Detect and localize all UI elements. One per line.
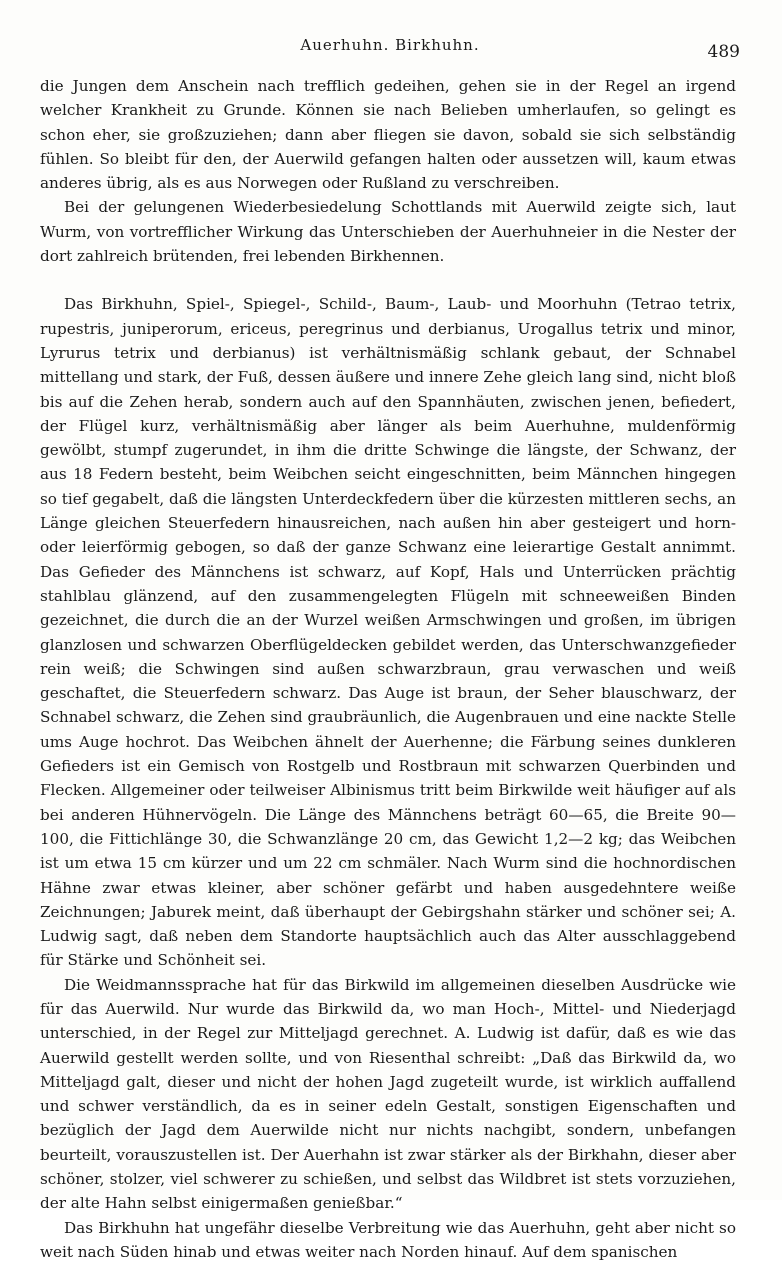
paragraph-scotland: Bei der gelungenen Wiederbesiedelung Schottlands mit Auerwild zeigte sich, laut Wurm, von vortrefflicher Wirkung das Unterschieben der Auerhuhneier in die Nester der dort zahlreich brütenden, frei lebenden Birkhennen. xyxy=(40,198,736,266)
page-number: 489 xyxy=(707,42,740,62)
running-title: Auerhuhn. Birkhuhn. xyxy=(300,36,480,54)
paragraph-weidmannssprache: Die Weidmannssprache hat für das Birkwild im allgemeinen dieselben Ausdrücke wie für das Auerwild. Nur wurde das Birkwild da, wo man Hoch-, Mittel- und Niederjagd unterschied, in der Regel zur Mitteljagd gerechnet. A. Ludwig ist dafür, daß es wie das Auerwild gestellt werden sollte, und von Riesenthal schreibt: „Daß das Birkwild da, wo Mitteljagd galt, dieser und nicht der hohen Jagd zugeteilt wurde, ist wirklich auffallend und schwer verständlich, da es in seiner edeln Gestalt, sonstigen Eigenschaften und bezüglich der Jagd dem Auerwilde nicht nur nichts nachgibt, sondern, unbefangen beurteilt, vorauszustellen ist. Der Auerhahn ist zwar stärker als der Birkhahn, dieser aber schöner, stolzer, viel schwerer zu schießen, und selbst das Wildbret ist stets vorzuziehen, der alte Hahn selbst einigermaßen genießbar.“ xyxy=(40,975,736,1213)
page-header xyxy=(40,36,740,66)
paragraph-continued: die Jungen dem Anschein nach trefflich gedeihen, gehen sie in der Regel an irgend welcher Krankheit zu Grunde. Können sie nach Belieben umherlaufen, so gelingt es schon eher, sie großzuziehen; dann aber fliegen sie davon, sobald sie sich selbständig fühlen. So bleibt für den, der Auerwild gefangen halten oder aussetzen will, kaum etwas anderes übrig, als es aus Norwegen oder Rußland zu verschreiben. xyxy=(40,77,736,193)
paragraph-birkhuhn-description: Das Birkhuhn, Spiel-, Spiegel-, Schild-, Baum-, Laub- und Moorhuhn (Tetrao tetrix, rupestris, juniperorum, ericeus, peregrinus und derbianus, Urogallus tetrix und minor, Lyrurus tetrix und derbianus) ist verhältnismäßig schlank gebaut, der Schnabel mittellang und stark, der Fuß, dessen äußere und innere Zehe gleich lang sind, nicht bloß bis auf die Zehen herab, sondern auch auf den Spannhäuten, zwischen jenen, befiedert, der Flügel kurz, verhältnismäßig aber länger als beim Auerhuhne, muldenförmig gewölbt, stumpf zugerundet, in ihm die dritte Schwinge die längste, der Schwanz, der aus 18 Federn besteht, beim Weibchen seicht eingeschnitten, beim Männchen hingegen so tief gegabelt, daß die längsten Unterdeckfedern über die kürzesten mittleren sechs, an Länge gleichen Steuerfedern hinausreichen, nach außen hin aber gesteigert und horn- oder leierförmig gebogen, so daß der ganze Schwanz eine leierartige Gestalt annimmt. Das Gefieder des Männchens ist schwarz, auf Kopf, Hals und Unterrücken prächtig stahlblau glänzend, auf den zusammengelegten Flügeln mit schneeweißen Binden gezeichnet, die durch die an der Wurzel weißen Armschwingen und großen, im übrigen glanzlosen und schwarzen Oberflügeldecken gebildet werden, das Unterschwanzgefieder rein weiß; die Schwingen sind außen schwarzbraun, grau verwaschen und weiß geschaftet, die Steuerfedern schwarz. Das Auge ist braun, der Seher blauschwarz, der Schnabel schwarz, die Zehen sind graubräunlich, die Augenbrauen und eine nackte Stelle ums Auge hochrot. Das Weibchen ähnelt der Auerhenne; die Färbung seines dunkleren Gefieders ist ein Gemisch von Rostgelb und Rostbraun mit schwarzen Querbinden und Flecken. Allgemeiner oder teilweiser Albinismus tritt beim Birkwilde weit häufiger auf als bei anderen Hühnervögeln. Die Länge des Männchens beträgt 60—65, die Breite 90—100, die Fittichlänge 30, die Schwanzlänge 20 cm, das Gewicht 1,2—2 kg; das Weibchen ist um etwa 15 cm kürzer und um 22 cm schmäler. Nach Wurm sind die hochnordischen Hähne zwar etwas kleiner, aber schöner gefärbt und haben ausgedehntere weiße Zeichnungen; Jaburek meint, daß überhaupt der Gebirgshahn stärker und schöner sei; A. Ludwig sagt, daß neben dem Standorte hauptsächlich auch das Alter ausschlaggebend für Stärke und Schönheit sei. xyxy=(40,295,736,970)
page-body xyxy=(40,74,736,1264)
paragraph-verbreitung: Das Birkhuhn hat ungefähr dieselbe Verbreitung wie das Auerhuhn, geht aber nicht so weit nach Süden hinab und etwas weiter nach Norden hinauf. Auf dem spanischen xyxy=(40,1218,736,1261)
